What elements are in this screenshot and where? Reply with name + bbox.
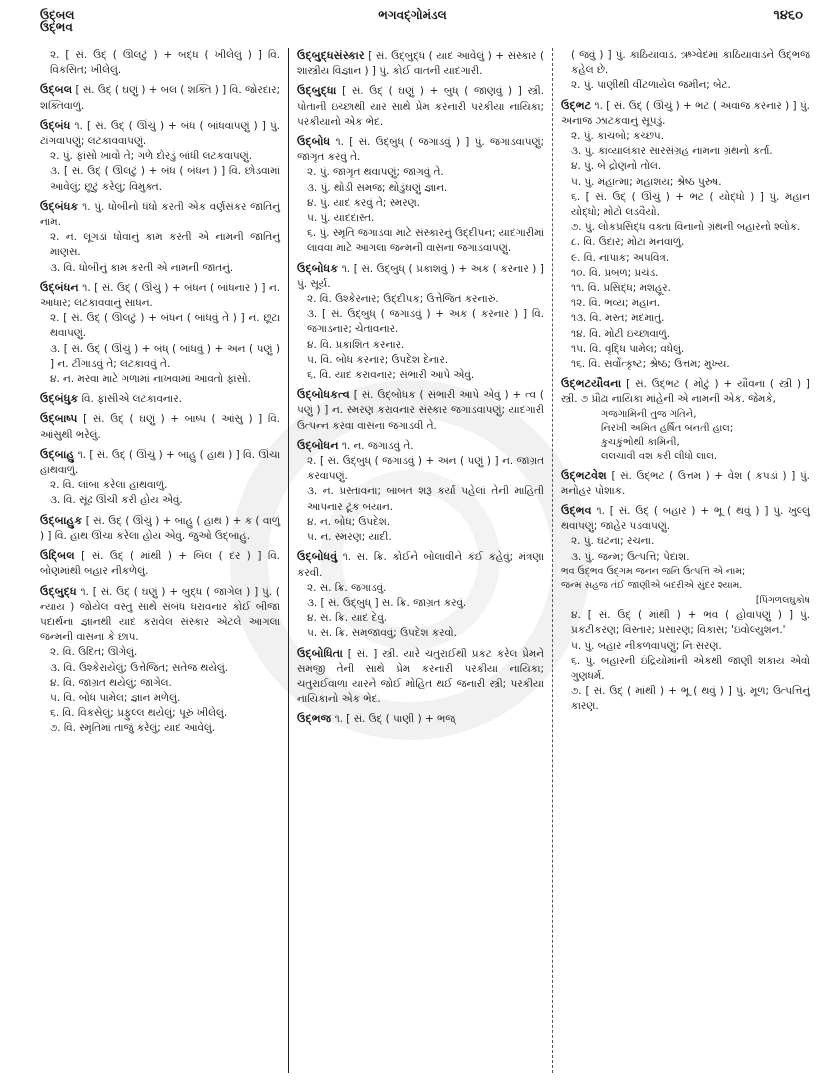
guide-word-left: ઉદ્બલ <box>40 8 75 22</box>
verse-line: નિરખી અમિત હર્ષિત બનતી હાલ; <box>601 422 734 434</box>
quotation-line: ભવ ઉદ્ભવ ઉદ્ગમ જનન જનિ ઉત્પત્તિ એ નામ; <box>561 565 746 577</box>
column-3 <box>553 48 818 1073</box>
headword: ઉદ્બંધન <box>40 280 79 294</box>
verse-line: લલચાવી વશ કરી લીધો લાલ. <box>601 450 718 462</box>
sense: ૩. પું. કાવ્યાલંકાર સારસંગ્રહ નામના ગ્રંથનો કર્તા. <box>571 145 773 158</box>
dictionary-entry <box>297 438 544 545</box>
sense: ૪. પું. બે દ્રોણનો તોલ. <box>571 160 662 173</box>
sense: [ સં. ઉદ્ ( ઘણું ) + બલ ( શક્તિ ) ] વિ. જોરદાર; શક્તિવાળું. <box>40 84 280 112</box>
sense: ૧. પું. ધોબીનો ધંધો કરતી એક વર્ણસંકર જાતિનું નામ. <box>40 200 280 229</box>
headword: ઉદ્ભજ <box>297 712 332 726</box>
sense: ૭. [ સં. ઉદ્ ( માંથી ) + ભૂ ( થવું ) ] પું. મૂળ; ઉત્પત્તિનું કારણ. <box>571 685 810 713</box>
headword: ઉદ્બોધક <box>297 261 339 275</box>
sense: ૧. [ સં. ઉદ્ ( ઊંચું ) + ભટ ( અવાજ કરનાર ) ] પું. અનાજ ઝાટકવાનું સૂપડું. <box>561 99 810 127</box>
sense: [ સં. ઉદ્ ( ઊંચું ) + બાહુ ( હાથ ) + ક ( વાળું ) ] વિ. હાથ ઊંચા કરેલા હોય એવું. જુઓ ઉદ્બાહુ. <box>40 514 280 542</box>
column-1 <box>38 48 288 1073</box>
headword: ઉદ્બુદ્ધસંસ્કાર <box>297 49 365 62</box>
sense: ૨. વિ. ઉશ્કેરનાર; ઉદ્દીપક; ઉત્તેજિત કરનારું. <box>307 293 499 306</box>
sense: ૪. સ. ક્રિ. યાદ દેવું. <box>307 612 388 625</box>
dictionary-entry <box>561 503 810 714</box>
sense: ૫. પું. મહાત્મા; મહાશય; શ્રેષ્ઠ પુરુષ. <box>571 175 722 188</box>
dictionary-entry <box>561 98 810 373</box>
sense: ૧. ન. જગાડવું તે. <box>341 439 414 452</box>
dictionary-entry <box>561 48 810 94</box>
headword: ઉદ્બોધકત્વ <box>297 388 350 402</box>
running-head <box>0 8 825 28</box>
sense: ૧. [ સં. ઉદ્બુધ્ ( પ્રકાશવું ) + અક ( કરનાર ) ] પું. સૂર્ય. <box>297 262 544 290</box>
citation: [પિંગળલઘુકોષ <box>755 594 810 606</box>
sense: ૬. [ સં. ઉદ્ ( ઊંચું ) + ભટ ( યોદ્ધો ) ] પું. મહાન યોદ્ધો; મોટો લડવૈયો. <box>571 190 810 219</box>
sense: ૩. વિ. ધોબીનું કામ કરતી એ નામની જાતનું. <box>50 261 234 274</box>
sense: ૩. [ સં. ઉદ્ ( ઊંચું ) + બંધ્ ( બાંધવું ) + અન ( પણું ) ] ન. ટીંગાડવું તે; લટકાવવું તે. <box>50 342 280 370</box>
dictionary-entry <box>40 118 280 195</box>
sense: ૩. પું. થોડી સમજ; થોડુંઘણું જ્ઞાન. <box>307 181 448 194</box>
sense: ૩. [ સં. ઉદ્બુધ્ ( જગાડવું ) + અક ( કરનાર ) ] વિ. જગાડનાર; ચેતાવનાર. <box>307 308 544 336</box>
sense: ૩. ન. પ્રસ્તાવના; બાબત શરૂ કર્યા પહેલાં તેની માહિતી આપનાર ટૂંક બયાન. <box>307 485 544 513</box>
column-2 <box>288 48 553 1073</box>
headword: ઉદ્બોધિતા <box>297 646 343 660</box>
sense: ૭. વિ. સ્મૃતિમાં તાજું કરેલું; યાદ આવેલું. <box>50 722 216 735</box>
sense: [ સં. ઉદ્ ( માંથી ) + બિલ ( દર ) ] વિ. બોણમાંથી બહાર નીકળેલું. <box>40 550 280 578</box>
book-title: ભગવદ્ગોમંડલ <box>378 8 447 22</box>
headword: ઉદ્બાષ્પ <box>40 412 78 426</box>
sense: [ સં. ] સ્ત્રી. યારે ચતુરાઈથી પ્રકટ કરેલ પ્રેમને સમજી તેની સાથે પ્રેમ કરનારી પરકીયા નાયિકા; ચતુરાઈવાળા યારને જોઈ મોહિત થઈ જનારી સ્ત્રી; પરકીયા નાયિકાનો એક ભેદ. <box>297 647 544 706</box>
sense: ૨. સ. ક્રિ. જગાડવું. <box>307 581 387 594</box>
dictionary-entry <box>40 584 280 737</box>
sense: ૫. પું. યાદદાસ્ત. <box>307 212 375 225</box>
headword: ઉદ્ભટવેશ <box>561 468 607 482</box>
headword: ઉદ્બોધવું <box>297 550 338 564</box>
sense: ૨. પું. ઘટના; રચના. <box>571 535 655 548</box>
sense: ૧. [ સં. ઉદ્ ( બહાર ) + ભૂ ( થવું ) ] પું. ખુલ્લું થવાપણું; જાહેર પડવાપણું. <box>561 505 810 533</box>
sense: વિ. ફાંસીએ લટકાવનાર. <box>81 393 182 406</box>
dictionary-entry <box>40 199 280 276</box>
sense: [ સં. ઉદ્ ( ઘણું ) + બાષ્પ ( આંસુ ) ] વિ. આંસુથી ભરેલું. <box>40 413 280 441</box>
dictionary-columns <box>38 48 818 1073</box>
sense: ૬. પું. સ્મૃતિ જગાડવા માટે સંસ્કારનું ઉદ્દીપન; યાદગારીમાં લાવવા માટે આગલા જન્મની વાસના જગાડવાપણું. <box>307 227 544 255</box>
dictionary-entry <box>40 513 280 544</box>
headword: ઉદ્બોધ <box>297 135 331 149</box>
sense: ૫. વિ. બોધ કરનાર; ઉપદેશ દેનાર. <box>307 353 448 366</box>
guide-word-sub: ઉદ્ભવ <box>40 20 73 34</box>
sense: ૧૫. વિ. વૃદ્ધિ પામેલ; વધેલું. <box>571 342 685 355</box>
sense: ૫. પું. બહાર નીકળવાપણું; નિઃસરણ. <box>571 639 722 652</box>
sense: ૧. [ સં. ઉદ્ ( પાણી ) + ભજ્ <box>334 713 456 726</box>
sense: ૧. [ સં. ઉદ્ ( ઘણું ) + બુદ્ધ ( જાગેલ ) ] પું. ( ન્યાય ) જોયેલ વસ્તુ સાથે સંબંધ ધરાવનાર કોઈ બીજા પદાર્થના જ્ઞાનથી યાદ કરાવેલ સંસ્કાર એટલે આગલા જન્મની વાસના કે છાપ. <box>40 585 280 644</box>
sense: ( જવું ) ] પું. કાઠિયાવાડ. ઋગ્વેદમાં કાઠિયાવાડને ઉદ્ભજ કહેલ છે. <box>571 49 810 77</box>
sense: ૫. સ. ક્રિ. સમજાવવું; ઉપદેશ કરવો. <box>307 627 457 640</box>
dictionary-entry <box>297 83 544 130</box>
sense: ૧૨. વિ. ભવ્ય; મહાન. <box>571 297 661 310</box>
quotation-line: જન્મ સહજ તંઈ જાણીએ બદરીએ સુંદર શ્યામ. <box>561 579 743 591</box>
sense: ૨. પું. કાચબો; કચ્છપ. <box>571 130 664 143</box>
sense: ૬. વિ. વિકસેલું; પ્રફુલ્લ થયેલું; પૂરું ખીલેલું. <box>50 707 228 720</box>
headword: ઉદ્બંધ <box>40 118 71 132</box>
sense: ૧. સ. ક્રિ. કોઈને બોલાવીને કંઈ કહેવું; મંત્રણા કરવી. <box>297 551 544 579</box>
dictionary-entry <box>40 548 280 579</box>
headword: ઉદ્ભટયૌવના <box>561 377 622 391</box>
dictionary-entry <box>297 261 544 384</box>
dictionary-entry <box>40 48 280 78</box>
dictionary-entry <box>40 447 280 509</box>
sense: ૨. વિ. ઉદિત; ઊગેલું. <box>50 646 138 659</box>
dictionary-entry <box>40 411 280 442</box>
dictionary-entry <box>40 391 280 407</box>
sense: ૪. [ સં. ઉદ્ ( માંથી ) + ભવ ( હોવાપણું ) ] પું. પ્રકટીકરણ; વિસ્તાર; પ્રસારણ; વિકાસ; 'ઇવોલ્યુશન.' <box>571 609 810 637</box>
headword: ઉદ્બુદ્ધા <box>297 84 337 98</box>
headword: ઉદ્બાહુક <box>40 513 83 527</box>
dictionary-entry <box>561 376 810 463</box>
sense: [ સં. ઉદ્ ( ઘણું ) + બુધ્ ( જાણવું ) ] સ્ત્રી. પોતાની ઇચ્છાથી યાર સાથે પ્રેમ કરનારી પરકીયા નાયિકા; પરકીયાનો એક ભેદ. <box>297 85 544 128</box>
sense: ૨. [ સં. ઉદ્ ( ઊલટું ) + બંધન ( બાંધવું તે ) ] ન. છૂટા થવાપણું. <box>50 312 280 340</box>
sense: ૧૦. વિ. પ્રબળ; પ્રચંડ. <box>571 266 659 279</box>
sense: ૨. [ સં. ઉદ્ ( ઊલટું ) + બદ્ધ ( ખીલેલું ) ] વિ. વિકસિત; ખીલેલું. <box>50 49 280 77</box>
dictionary-entry <box>297 48 544 79</box>
sense: ૩. વિ. ઉશ્કેરાયેલું; ઉત્તેજિત; સતેજ થયેલું. <box>50 661 229 674</box>
sense: ૮. વિ. ઉદાર; મોટા મનવાળું. <box>571 236 685 249</box>
sense: ૯. વિ. નાપાક; અપવિત્ર. <box>571 251 670 264</box>
headword: ઉદ્બાહુ <box>40 447 75 461</box>
sense: ૬. પું. બહારની ઇંદ્રિયોમાંની એકથી જાણી શકાય એવો ગુણધર્મ. <box>571 654 810 682</box>
dictionary-entry <box>561 468 810 499</box>
sense: ૩. [ સં. ઉદ્ ( ઊલટું ) + બંધ ( બંધન ) ] વિ. છોડવામાં આવેલું; છૂટું કરેલું; વિમુક્ત. <box>50 165 280 193</box>
page-number: ૧૪૬૦ <box>773 8 803 23</box>
dictionary-entry <box>297 646 544 708</box>
sense: ૩. વિ. સૂંઢ ઊંચી કરી હોય એવું. <box>50 494 183 507</box>
sense: ૪. ન. મરવા માટે ગળામાં નાખવામાં આવતો ફાંસો. <box>50 373 251 386</box>
sense: ૧. [ સં. ઉદ્ ( ઊંચું ) + બંધન ( બાંધનાર ) ] ન. આધાર; લટકાવવાનું સાધન. <box>40 281 280 310</box>
dictionary-entry <box>297 387 544 434</box>
headword: ઉદ્બિલ <box>40 549 75 563</box>
sense: [ સં. ઉદ્ભટ ( ઉત્તમ ) + વેશ ( કપડાં ) ] પું. મનોહર પોશાક. <box>561 469 810 497</box>
headword: ઉદ્બુદ્ધ <box>40 584 77 598</box>
sense: ૫. વિ. બોધ પામેલ; જ્ઞાન મળેલું. <box>50 691 181 704</box>
verse-line: કુચકુંભોથી કામિની, <box>601 436 680 448</box>
sense: ૨. પું. પાણીથી વીંટળાયેલ જમીન; બેટ. <box>571 79 731 92</box>
sense: ૧૬. વિ. સર્વોત્કૃષ્ટ; શ્રેષ્ઠ; ઉત્તમ; મુખ્ય. <box>571 358 730 371</box>
sense: [ સં. ઉદ્બોધક ( સંભારી આપે એવું ) + ત્વ ( પણું ) ] ન. સ્મરણ કરાવનાર સંસ્કાર જગાડવાપણું; યાદગારી ઉત્પન્ન કરવા વાસના જગાડવી તે. <box>297 389 544 432</box>
sense: ૨. વિ. લાંબા કરેલા હાથવાળું. <box>50 479 168 492</box>
headword: ઉદ્બંધક <box>40 199 79 213</box>
sense: ૪. પું. યાદ કરવું તે; સ્મરણ. <box>307 196 420 209</box>
sense: ૧. [ સં. ઉદ્ ( ઊંચું ) + બંધ ( બાંધવાપણું ) ] પું. ટાંગવાપણું; લટકાવવાપણું. <box>40 119 280 148</box>
sense: ૧૩. વિ. મસ્ત; મદમાતું. <box>571 312 665 325</box>
dictionary-entry <box>297 549 544 641</box>
sense: ૨. પું. ફાંસો ખાવો તે; ગળે દોરડું બાંધી લટકવાપણું. <box>50 150 253 163</box>
headword: ઉદ્બલ <box>40 83 73 97</box>
sense: ૪. ન. બોધ; ઉપદેશ. <box>307 515 391 528</box>
dictionary-entry <box>297 134 544 257</box>
sense: ૨. ન. લૂગડાં ધોવાનું કામ કરતી એ નામની જાતિનું માણસ. <box>50 231 280 259</box>
sense: ૨. પું. જાગૃત થવાપણું; જાગવું તે. <box>307 166 444 179</box>
sense: ૪. વિ. જાગ્રત થયેલું; જાગેલ. <box>50 676 172 689</box>
sense: ૧૧. વિ. પ્રસિદ્ધ; મશહૂર. <box>571 282 671 295</box>
sense: ૬. વિ. યાદ કરાવનાર; સંભારી આપે એવું. <box>307 369 475 382</box>
sense: ૧. [ સં. ઉદ્બુધ્ ( જગાડવું ) ] પું. જગાડવાપણું; જાગૃત કરવું તે. <box>297 136 544 164</box>
sense: ૧. [ સં. ઉદ્ ( ઊંચું ) + બાહુ ( હાથ ) ] વિ. ઊંચા હાથવાળું. <box>40 448 280 477</box>
headword: ઉદ્બંધુક <box>40 392 79 406</box>
dictionary-entry <box>297 711 544 727</box>
sense: ૧૪. વિ. મોટી ઇચ્છાવાળું. <box>571 327 671 340</box>
sense: ૫. ન. સ્મરણ; યાદી. <box>307 531 392 544</box>
headword: ઉદ્બોધન <box>297 438 339 452</box>
sense: ૩. [ સં. ઉદ્બુધ્ ] સ. ક્રિ. જાગ્રત કરવું. <box>307 596 467 609</box>
sense: [ સં. ઉદ્ભટ ( મોટું ) + યૌવના ( સ્ત્રી ) ] સ્ત્રી. ૭ પ્રૌઢા નાયિકા માંહેની એ નામની એક. જેમકે, <box>561 378 810 406</box>
sense: ૨. [ સં. ઉદ્બુધ્ ( જગાડવું ) + અન ( પણું ) ] ન. જાગ્રત કરવાપણું. <box>307 455 544 483</box>
sense: ૪. વિ. પ્રકાશિત કરનાર. <box>307 338 405 351</box>
sense: ૭. પું. લોકપ્રસિદ્ધ વક્તા વિનાનો ગ્રંથની બહારનો શ્લોક. <box>571 221 801 234</box>
headword: ઉદ્ભટ <box>561 98 592 112</box>
sense: ૩. પું. જન્મ; ઉત્પત્તિ; પેદાશ. <box>571 550 690 563</box>
dictionary-entry <box>40 280 280 387</box>
sense: [ સં. ઉદ્બુદ્ધ ( યાદ આવેલું ) + સંસ્કાર ( શાસ્ત્રીય વિજ્ઞાન ) ] પું. કોઈ વાતની યાદગારી. <box>297 50 544 78</box>
dictionary-entry <box>40 82 280 113</box>
headword: ઉદ્ભવ <box>561 504 592 518</box>
verse-line: ગજગામિની તુજ ગતિને, <box>601 408 697 420</box>
